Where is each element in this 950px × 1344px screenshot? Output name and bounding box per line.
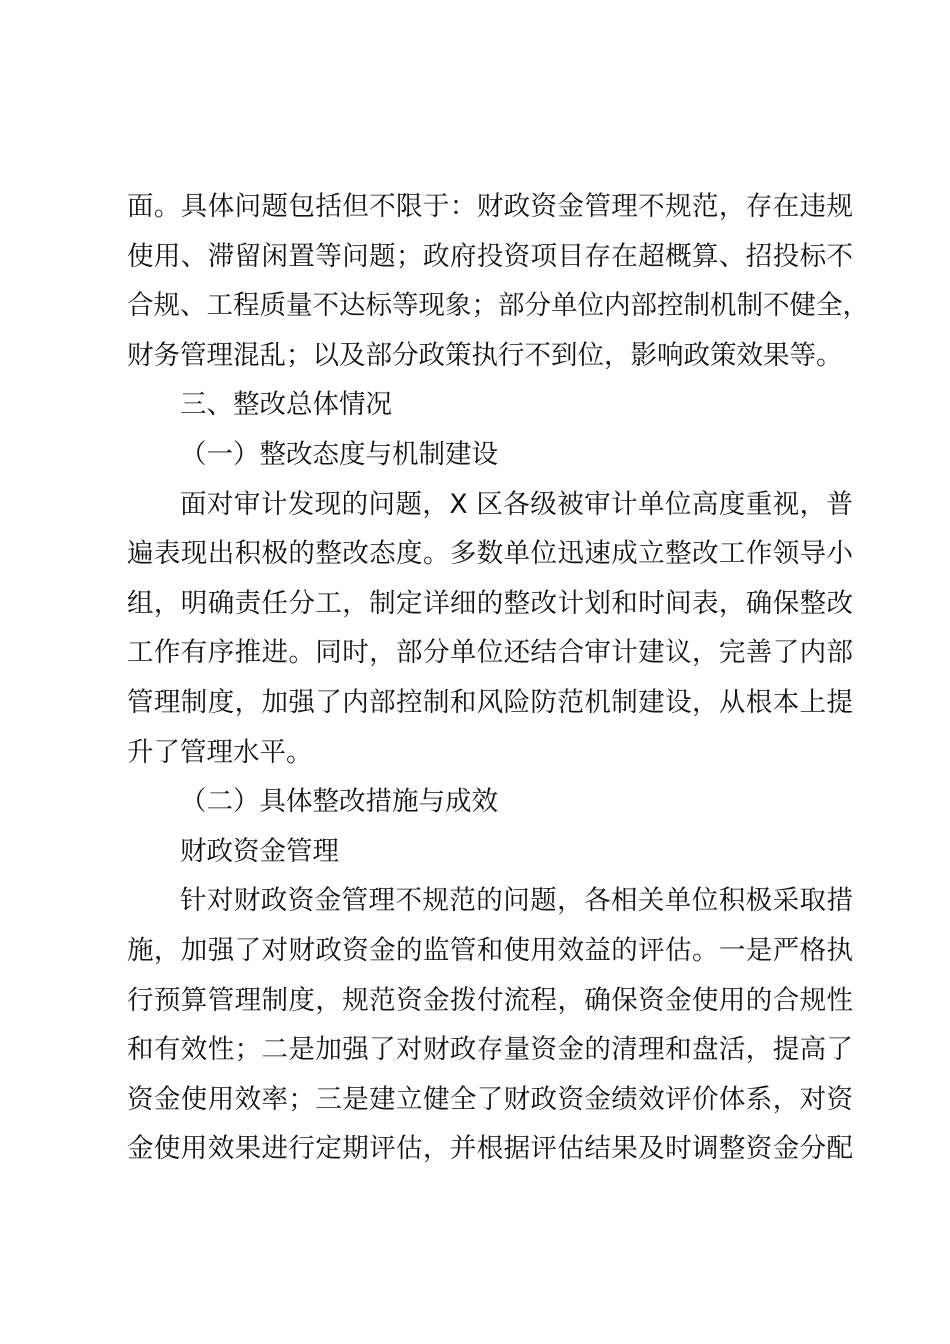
text-line: 遍表现出积极的整改态度。多数单位迅速成立整改工作领导小 [127, 538, 853, 570]
text-line: 使用、滞留闲置等问题；政府投资项目存在超概算、招投标不 [127, 240, 853, 272]
text-line: 工作有序推进。同时，部分单位还结合审计建议，完善了内部 [127, 637, 853, 669]
text-line: 资金使用效率；三是建立健全了财政资金绩效评价体系，对资 [127, 1083, 853, 1115]
text-line: 组，明确责任分工，制定详细的整改计划和时间表，确保整改 [127, 587, 853, 619]
subsection-heading: （一）整改态度与机制建设 [180, 438, 498, 470]
text-line: 管理制度，加强了内部控制和风险防范机制建设，从根本上提 [127, 686, 853, 718]
document-body [127, 182, 869, 1174]
text-line: 金使用效果进行定期评估，并根据评估结果及时调整资金分配 [127, 1133, 853, 1165]
text-line: 面对审计发现的问题，X 区各级被审计单位高度重视，普 [180, 488, 853, 520]
text-line: 行预算管理制度，规范资金拨付流程，确保资金使用的合规性 [127, 984, 853, 1016]
text-line: 施，加强了对财政资金的监管和使用效益的评估。一是严格执 [127, 934, 853, 966]
text-line: 升了管理水平。 [127, 736, 313, 768]
text-line: 针对财政资金管理不规范的问题，各相关单位积极采取措 [180, 885, 853, 917]
topic-heading: 财政资金管理 [180, 835, 339, 867]
text-line: 面。具体问题包括但不限于：财政资金管理不规范，存在违规 [127, 191, 853, 222]
text-line: 和有效性；二是加强了对财政存量资金的清理和盘活，提高了 [127, 1034, 853, 1066]
text-line: 财务管理混乱；以及部分政策执行不到位，影响政策效果等。 [127, 339, 843, 371]
section-heading: 三、整改总体情况 [180, 389, 392, 421]
subsection-heading: （二）具体整改措施与成效 [180, 786, 498, 818]
text-line: 合规、工程质量不达标等现象；部分单位内部控制机制不健全， [127, 290, 869, 322]
